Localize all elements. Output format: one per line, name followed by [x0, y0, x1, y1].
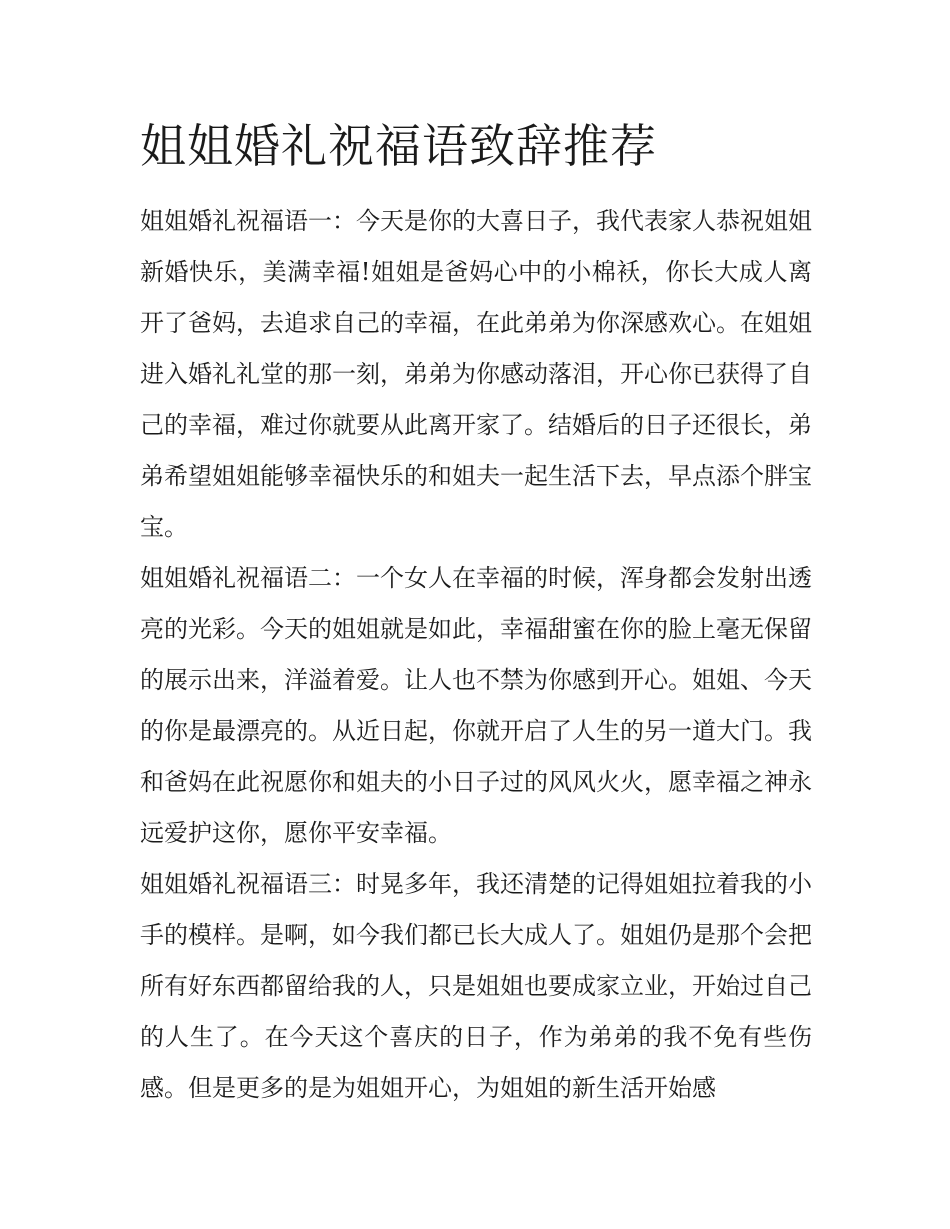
paragraph-blessing-three: 姐姐婚礼祝福语三：时晃多年，我还清楚的记得姐姐拉着我的小手的模样。是啊，如今我们都已长大成人了。姐姐仍是那个会把所有好东西都留给我的人，只是姐姐也要成家立业，开始过自己的人生了。在今天这个喜庆的日子，作为弟弟的我不免有些伤感。但是更多的是为姐姐开心，为姐姐的新生活开始感 — [140, 870, 812, 1102]
document-page — [140, 110, 812, 1114]
paragraph-blessing-one: 姐姐婚礼祝福语一：今天是你的大喜日子，我代表家人恭祝姐姐新婚快乐，美满幸福!姐姐是爸妈心中的小棉袄，你长大成人离开了爸妈，去追求自己的幸福，在此弟弟为你深感欢心。在姐姐进入婚礼礼堂的那一刻，弟弟为你感动落泪，开心你已获得了自己的幸福，难过你就要从此离开家了。结婚后的日子还很长，弟弟希望姐姐能够幸福快乐的和姐夫一起生活下去，早点添个胖宝宝。 — [140, 207, 812, 541]
document-title: 姐姐婚礼祝福语致辞推荐 — [140, 119, 657, 173]
paragraph-blessing-two: 姐姐婚礼祝福语二：一个女人在幸福的时候，浑身都会发射出透亮的光彩。今天的姐姐就是如此，幸福甜蜜在你的脸上毫无保留的展示出来，洋溢着爱。让人也不禁为你感到开心。姐姐、今天的你是最漂亮的。从近日起，你就开启了人生的另一道大门。我和爸妈在此祝愿你和姐夫的小日子过的风风火火，愿幸福之神永远爱护这你，愿你平安幸福。 — [140, 564, 812, 847]
